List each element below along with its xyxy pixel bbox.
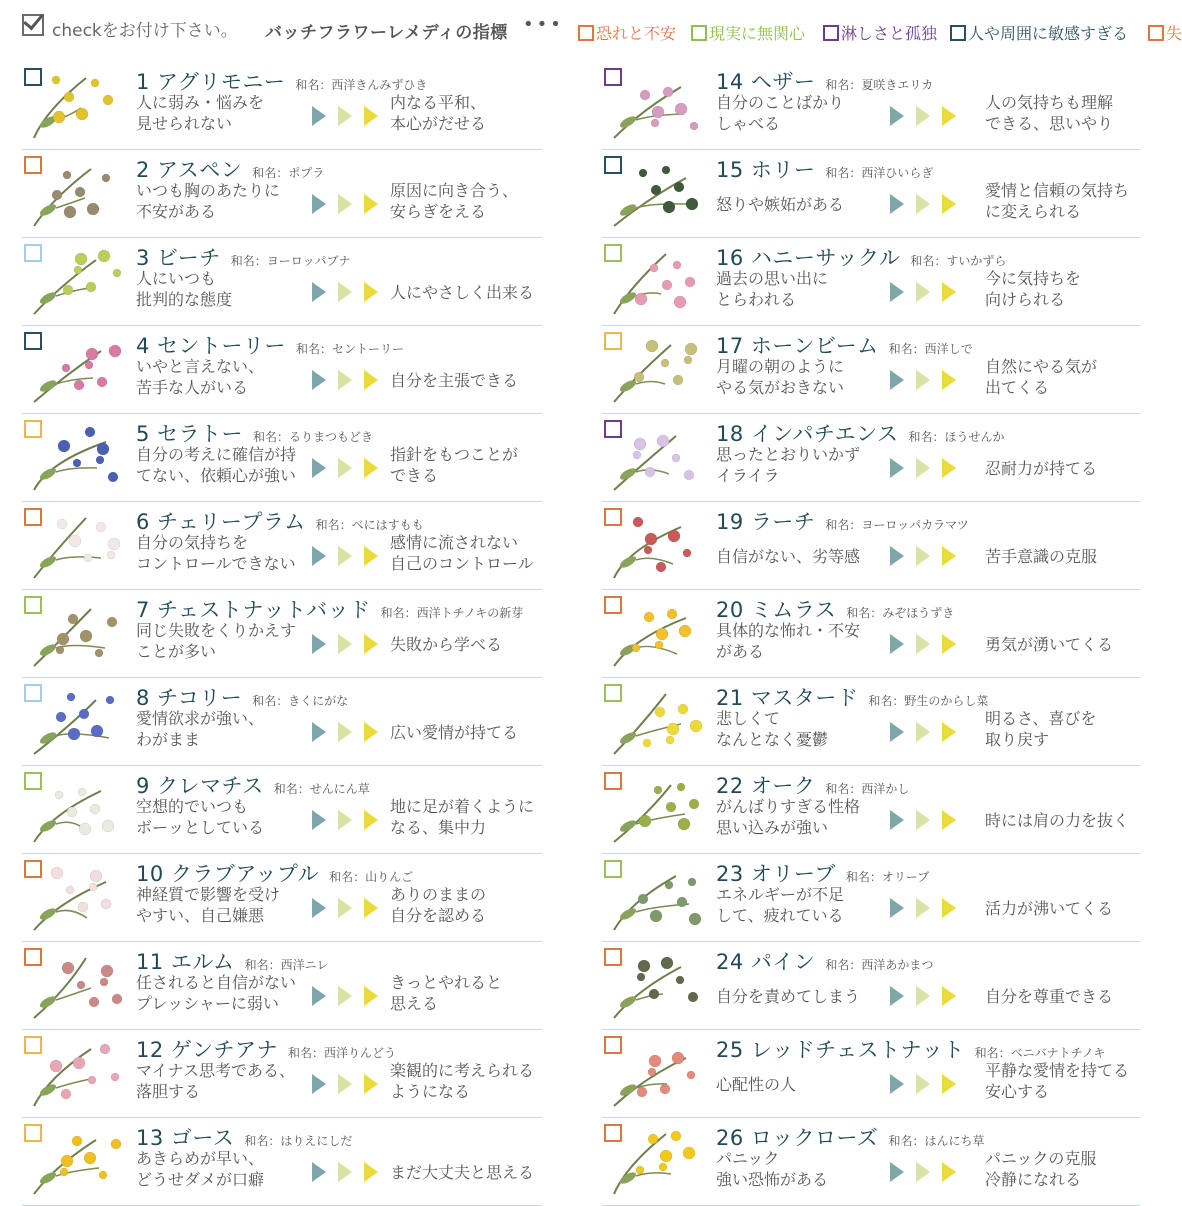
triple-arrow-icon — [890, 282, 960, 302]
symptom-line: 心配性の人 — [716, 1075, 797, 1094]
symptom-line: とらわれる — [716, 290, 797, 309]
rock-rose-flower-icon — [606, 1126, 706, 1198]
effect-text — [390, 92, 486, 134]
remedy-japanese-name: 和名：オリーブ — [845, 870, 930, 884]
remedy-item — [602, 678, 1140, 766]
legend-label: 人や周囲に敏感すぎる — [968, 24, 1129, 43]
effect-text — [390, 444, 518, 486]
remedy-japanese-name: 和名：きくにがな — [252, 694, 349, 708]
symptom-line: 自分のことばかり — [716, 93, 845, 112]
remedy-title: 15 ホリー — [716, 158, 816, 182]
effect-line: 安らぎをえる — [390, 202, 487, 221]
effect-line: 向けられる — [985, 290, 1066, 309]
legend-box-icon — [691, 25, 707, 41]
aspen-catkin-icon — [26, 158, 126, 230]
centaury-flower-icon — [26, 334, 126, 406]
remedy-item — [602, 766, 1140, 854]
symptom-text — [716, 884, 844, 926]
remedy-item — [602, 150, 1140, 238]
symptom-line: 人に弱み・悩みを — [136, 93, 265, 112]
remedy-japanese-name: 和名：西洋しで — [888, 342, 973, 356]
remedy-title: 14 ヘザー — [716, 70, 816, 94]
triple-arrow-icon — [312, 106, 382, 126]
triple-arrow-icon — [890, 1162, 960, 1182]
effect-line: 冷静になれる — [985, 1170, 1082, 1189]
remedy-title: 4 セントーリー — [136, 334, 287, 358]
remedy-title: 16 ハニーサックル — [716, 246, 901, 270]
remedy-title: 6 チェリープラム — [136, 510, 306, 534]
effect-line: 忍耐力が持てる — [985, 459, 1098, 478]
remedy-item — [602, 502, 1140, 590]
effect-text — [390, 796, 534, 838]
effect-line: パニックの克服 — [985, 1149, 1097, 1168]
effect-text — [985, 458, 1097, 479]
remedy-japanese-name: 和名：はんにち草 — [888, 1134, 985, 1148]
remedy-japanese-name: 和名：みぞほうずき — [846, 606, 955, 620]
header — [0, 0, 1182, 62]
effect-line: 活力が沸いてくる — [985, 899, 1114, 918]
remedy-japanese-name: 和名：せんにん草 — [273, 782, 370, 796]
triple-arrow-icon — [312, 634, 382, 654]
symptom-text — [136, 268, 232, 310]
symptom-text — [716, 356, 844, 398]
remedy-title: 22 オーク — [716, 774, 816, 798]
legend-item — [691, 21, 805, 44]
legend-box-icon — [950, 25, 966, 41]
remedy-japanese-name: 和名：西洋きんみずひき — [295, 78, 428, 92]
effect-line: 地に足が着くように — [390, 797, 535, 816]
legend-box-icon — [1148, 25, 1164, 41]
triple-arrow-icon — [890, 106, 960, 126]
effect-line: きっとやれると — [390, 973, 503, 992]
effect-line: ありのままの — [390, 885, 487, 904]
symptom-line: ことが多い — [136, 642, 217, 661]
remedy-heading — [716, 154, 933, 184]
title-dots: ••• — [523, 14, 564, 35]
effect-text — [390, 532, 534, 574]
triple-arrow-icon — [312, 458, 382, 478]
holly-leaf-icon — [606, 158, 706, 230]
remedy-japanese-name: 和名：べにはすもも — [315, 518, 424, 532]
remedy-item — [22, 1118, 542, 1206]
symptom-line: 苦手な人がいる — [136, 378, 249, 397]
symptom-line: 神経質で影響を受け — [136, 885, 281, 904]
effect-text — [390, 1162, 534, 1183]
triple-arrow-icon — [890, 370, 960, 390]
remedy-item — [602, 238, 1140, 326]
effect-line: 勇気が湧いてくる — [985, 635, 1114, 654]
remedy-japanese-name: 和名：ヨーロッパブナ — [230, 254, 351, 268]
remedy-japanese-name: 和名：夏咲きエリカ — [825, 78, 934, 92]
remedy-item — [602, 590, 1140, 678]
remedy-title: 25 レッドチェストナット — [716, 1038, 965, 1062]
effect-text — [985, 180, 1129, 222]
remedy-item — [22, 238, 542, 326]
triple-arrow-icon — [312, 898, 382, 918]
symptom-line: 自分の気持ちを — [136, 533, 249, 552]
symptom-line: てない、依頼心が強い — [136, 466, 297, 485]
remedy-japanese-name: 和名：西洋かし — [825, 782, 910, 796]
page-title: バッチフラワーレメディの指標 — [265, 23, 508, 43]
remedy-item — [22, 326, 542, 414]
symptom-line: ボーッとしている — [136, 818, 265, 837]
effect-line: なる、集中力 — [390, 818, 487, 837]
triple-arrow-icon — [890, 634, 960, 654]
remedy-item — [22, 150, 542, 238]
symptom-text — [136, 444, 296, 486]
remedy-title: 11 エルム — [136, 950, 235, 974]
effect-line: 平静な愛情を持てる — [985, 1061, 1130, 1080]
remedy-japanese-name: 和名：ほうせんか — [908, 430, 1005, 444]
symptom-line: 思ったとおりいかず — [716, 445, 861, 464]
symptom-line: 空想的でいつも — [136, 797, 249, 816]
remedy-japanese-name: 和名：すいかずら — [910, 254, 1007, 268]
effect-line: できる、思いやり — [985, 114, 1114, 133]
effect-text — [985, 268, 1081, 310]
triple-arrow-icon — [312, 986, 382, 1006]
legend-label: 現実に無関心 — [709, 24, 806, 43]
gentian-flower-icon — [26, 1038, 126, 1110]
triple-arrow-icon — [890, 194, 960, 214]
symptom-line: して、疲れている — [716, 906, 844, 925]
larch-flower-icon — [606, 510, 706, 582]
symptom-line: やる気がおきない — [716, 378, 845, 397]
symptom-text — [136, 796, 264, 838]
symptom-text — [716, 92, 844, 134]
symptom-text — [136, 532, 296, 574]
crab-apple-flower-icon — [26, 862, 126, 934]
effect-line: 人にやさしく出来る — [390, 283, 535, 302]
triple-arrow-icon — [890, 898, 960, 918]
remedy-heading — [716, 946, 933, 976]
symptom-line: どうせダメが口癖 — [136, 1170, 265, 1189]
remedy-item — [22, 942, 542, 1030]
effect-text — [985, 810, 1129, 831]
triple-arrow-icon — [312, 722, 382, 742]
symptom-line: パニック — [716, 1149, 780, 1168]
effect-text — [985, 898, 1113, 919]
symptom-line: いやと言えない、 — [136, 357, 265, 376]
check-icon — [22, 14, 44, 36]
effect-text — [390, 1060, 534, 1102]
effect-line: 内なる平和、 — [390, 93, 487, 112]
effect-line: 失敗から学べる — [390, 635, 503, 654]
triple-arrow-icon — [312, 370, 382, 390]
symptom-line: 不安がある — [136, 202, 217, 221]
remedy-japanese-name: 和名：はりえにしだ — [244, 1134, 353, 1148]
remedy-item — [22, 1030, 542, 1118]
symptom-line: コントロールできない — [136, 554, 296, 573]
triple-arrow-icon — [890, 546, 960, 566]
triple-arrow-icon — [312, 810, 382, 830]
symptom-text — [136, 356, 264, 398]
symptom-line: 過去の思い出に — [716, 269, 829, 288]
effect-line: 本心がだせる — [390, 114, 487, 133]
symptom-line: 同じ失敗をくりかえす — [136, 621, 297, 640]
remedy-title: 19 ラーチ — [716, 510, 816, 534]
legend-label: 恐れと不安 — [596, 24, 677, 43]
effect-text — [390, 180, 518, 222]
effect-line: 時には肩の力を抜く — [985, 811, 1130, 830]
symptom-text — [716, 1148, 828, 1190]
remedy-japanese-name: 和名：山りんご — [329, 870, 414, 884]
effect-line: できる — [390, 466, 439, 485]
effect-text — [985, 546, 1097, 567]
symptom-line: 月曜の朝のように — [716, 357, 845, 376]
remedy-japanese-name: 和名：西洋ひいらぎ — [825, 166, 934, 180]
remedy-item — [22, 678, 542, 766]
remedy-item — [22, 590, 542, 678]
effect-line: 自分を主張できる — [390, 371, 519, 390]
symptom-line: 自信がない、劣等感 — [716, 547, 861, 566]
honeysuckle-flower-icon — [606, 246, 706, 318]
remedy-item — [602, 414, 1140, 502]
symptom-line: 自分を責めてしまう — [716, 987, 861, 1006]
remedy-item — [602, 854, 1140, 942]
symptom-text — [136, 884, 280, 926]
effect-line: 思える — [390, 994, 439, 1013]
legend-item — [1148, 21, 1182, 44]
triple-arrow-icon — [312, 282, 382, 302]
remedy-title: 2 アスペン — [136, 158, 243, 182]
effect-line: 自分を尊重できる — [985, 987, 1114, 1006]
symptom-line: やすい、自己嫌悪 — [136, 906, 265, 925]
effect-text — [985, 356, 1097, 398]
mustard-flower-icon — [606, 686, 706, 758]
symptom-text — [716, 620, 860, 662]
effect-line: 取り戻す — [985, 730, 1050, 749]
effect-line: 今に気持ちを — [985, 269, 1082, 288]
symptom-line: 見せられない — [136, 114, 233, 133]
remedy-title: 18 インパチエンス — [716, 422, 899, 446]
symptom-line: 任されると自信がない — [136, 973, 297, 992]
triple-arrow-icon — [312, 546, 382, 566]
remedy-item — [602, 1118, 1140, 1206]
remedy-japanese-name: 和名：西洋あかまつ — [825, 958, 934, 972]
remedy-japanese-name: 和名：西洋トチノキの新芽 — [380, 606, 524, 620]
symptom-line: 人にいつも — [136, 269, 217, 288]
effect-text — [390, 972, 502, 1014]
symptom-line: 悲しくて — [716, 709, 781, 728]
effect-line: 感情に流されない — [390, 533, 519, 552]
agrimony-flower-icon — [26, 70, 126, 142]
symptom-text — [136, 1148, 264, 1190]
chestnut-bud-icon — [26, 598, 126, 670]
remedy-title: 7 チェストナットバッド — [136, 598, 371, 622]
effect-text — [390, 884, 486, 926]
symptom-line: イライラ — [716, 466, 780, 485]
remedy-title: 8 チコリー — [136, 686, 243, 710]
symptom-line: あきらめが早い、 — [136, 1149, 265, 1168]
symptom-line: マイナス思考である、 — [136, 1061, 296, 1080]
remedy-title: 10 クラブアップル — [136, 862, 320, 886]
effect-text — [390, 634, 502, 655]
triple-arrow-icon — [890, 986, 960, 1006]
symptom-text — [136, 972, 296, 1014]
symptom-text — [716, 708, 828, 750]
symptom-line: 具体的な怖れ・不安 — [716, 621, 861, 640]
olive-leaf-icon — [606, 862, 706, 934]
legend-item — [578, 21, 676, 44]
symptom-line: なんとなく憂鬱 — [716, 730, 829, 749]
remedy-title: 12 ゲンチアナ — [136, 1038, 278, 1062]
effect-line: 自分を認める — [390, 906, 487, 925]
triple-arrow-icon — [312, 194, 382, 214]
symptom-line: 落胆する — [136, 1082, 201, 1101]
check-instruction: checkをお付け下さい。 — [52, 21, 238, 41]
symptom-line: がんばりすぎる性格 — [716, 797, 861, 816]
symptom-line: 怒りや嫉妬がある — [716, 195, 845, 214]
remedy-title: 26 ロックローズ — [716, 1126, 879, 1150]
pine-needle-icon — [606, 950, 706, 1022]
effect-text — [985, 92, 1113, 134]
hornbeam-leaf-icon — [606, 334, 706, 406]
effect-line: 出てくる — [985, 378, 1050, 397]
remedy-title: 23 オリーブ — [716, 862, 836, 886]
gorse-flower-icon — [26, 1126, 126, 1198]
effect-line: 苦手意識の克服 — [985, 547, 1098, 566]
remedy-item — [22, 766, 542, 854]
effect-line: 明るさ、喜びを — [985, 709, 1097, 728]
symptom-text — [136, 180, 280, 222]
remedy-item — [602, 62, 1140, 150]
effect-line: 自己のコントロール — [390, 554, 534, 573]
symptom-text — [136, 1060, 295, 1102]
remedy-title: 5 セラトー — [136, 422, 244, 446]
legend-label: 失 — [1166, 24, 1182, 43]
remedy-title: 3 ビーチ — [136, 246, 221, 270]
remedy-item — [602, 326, 1140, 414]
remedy-japanese-name: 和名：ポプラ — [252, 166, 325, 180]
effect-line: に変えられる — [985, 202, 1082, 221]
effect-line: 指針をもつことが — [390, 445, 519, 464]
symptom-line: いつも胸のあたりに — [136, 181, 281, 200]
remedy-title: 21 マスタード — [716, 686, 859, 710]
remedy-item — [602, 942, 1140, 1030]
symptom-text — [716, 1074, 796, 1095]
symptom-line: しゃべる — [716, 114, 781, 133]
remedy-japanese-name: 和名：るりまつもどき — [253, 430, 374, 444]
effect-text — [390, 282, 534, 303]
impatiens-flower-icon — [606, 422, 706, 494]
remedy-title: 13 ゴース — [136, 1126, 235, 1150]
symptom-line: 自分の考えに確信が持 — [136, 445, 297, 464]
heather-flower-icon — [606, 70, 706, 142]
effect-text — [985, 1060, 1129, 1102]
triple-arrow-icon — [312, 1074, 382, 1094]
remedy-japanese-name: 和名：セントーリー — [296, 342, 405, 356]
remedy-japanese-name: 和名：ヨーロッパカラマツ — [825, 518, 969, 532]
triple-arrow-icon — [890, 722, 960, 742]
clematis-flower-icon — [26, 774, 126, 846]
effect-line: 愛情と信頼の気持ち — [985, 181, 1130, 200]
symptom-line: 思い込みが強い — [716, 818, 829, 837]
effect-line: 自然にやる気が — [985, 357, 1098, 376]
remedy-item — [22, 854, 542, 942]
remedy-japanese-name: 和名：野生のからし菜 — [868, 694, 989, 708]
symptom-text — [716, 194, 844, 215]
effect-line: まだ大丈夫と思える — [390, 1163, 535, 1182]
effect-text — [985, 634, 1113, 655]
legend-item — [823, 21, 937, 44]
symptom-text — [716, 444, 860, 486]
symptom-text — [716, 986, 860, 1007]
symptom-line: 強い恐怖がある — [716, 1170, 829, 1189]
remedy-item — [22, 62, 542, 150]
effect-line: ようになる — [390, 1082, 471, 1101]
effect-text — [390, 722, 518, 743]
effect-line: 原因に向き合う、 — [390, 181, 519, 200]
remedy-item — [22, 502, 542, 590]
beech-leaf-icon — [26, 246, 126, 318]
symptom-line: 愛情欲求が強い、 — [136, 709, 265, 728]
remedy-title: 20 ミムラス — [716, 598, 837, 622]
effect-line: 人の気持ちも理解 — [985, 93, 1114, 112]
legend-label: 淋しさと孤独 — [841, 24, 938, 43]
symptom-text — [136, 708, 264, 750]
symptom-line: エネルギーが不足 — [716, 885, 845, 904]
remedy-japanese-name: 和名：西洋りんどう — [287, 1046, 396, 1060]
legend-box-icon — [578, 25, 594, 41]
legend-box-icon — [823, 25, 839, 41]
remedy-item — [602, 1030, 1140, 1118]
triple-arrow-icon — [890, 458, 960, 478]
triple-arrow-icon — [890, 1074, 960, 1094]
effect-text — [390, 370, 518, 391]
remedy-heading — [716, 506, 969, 536]
effect-text — [985, 708, 1096, 750]
effect-text — [985, 1148, 1096, 1190]
oak-leaf-icon — [606, 774, 706, 846]
cerato-flower-icon — [26, 422, 126, 494]
chicory-flower-icon — [26, 686, 126, 758]
red-chestnut-flower-icon — [606, 1038, 706, 1110]
remedy-title: 1 アグリモニー — [136, 70, 286, 94]
symptom-text — [136, 92, 264, 134]
cherry-plum-flower-icon — [26, 510, 126, 582]
remedy-title: 24 パイン — [716, 950, 816, 974]
symptom-text — [716, 268, 828, 310]
effect-text — [985, 986, 1113, 1007]
effect-line: 楽観的に考えられる — [390, 1061, 535, 1080]
effect-line: 広い愛情が持てる — [390, 723, 519, 742]
symptom-text — [716, 796, 860, 838]
triple-arrow-icon — [890, 810, 960, 830]
legend-item — [950, 21, 1128, 44]
symptom-text — [716, 546, 860, 567]
remedy-title: 9 クレマチス — [136, 774, 264, 798]
symptom-line: プレッシャーに弱い — [136, 994, 279, 1013]
symptom-line: 批判的な態度 — [136, 290, 233, 309]
remedy-title: 17 ホーンビーム — [716, 334, 879, 358]
remedy-item — [22, 414, 542, 502]
symptom-line: がある — [716, 642, 765, 661]
remedy-japanese-name: 和名：ベニバナトチノキ — [974, 1046, 1106, 1060]
triple-arrow-icon — [312, 1162, 382, 1182]
mimulus-flower-icon — [606, 598, 706, 670]
elm-flower-icon — [26, 950, 126, 1022]
effect-line: 安心する — [985, 1082, 1050, 1101]
remedy-japanese-name: 和名：西洋ニレ — [244, 958, 329, 972]
symptom-text — [136, 620, 296, 662]
symptom-line: わがまま — [136, 730, 201, 749]
